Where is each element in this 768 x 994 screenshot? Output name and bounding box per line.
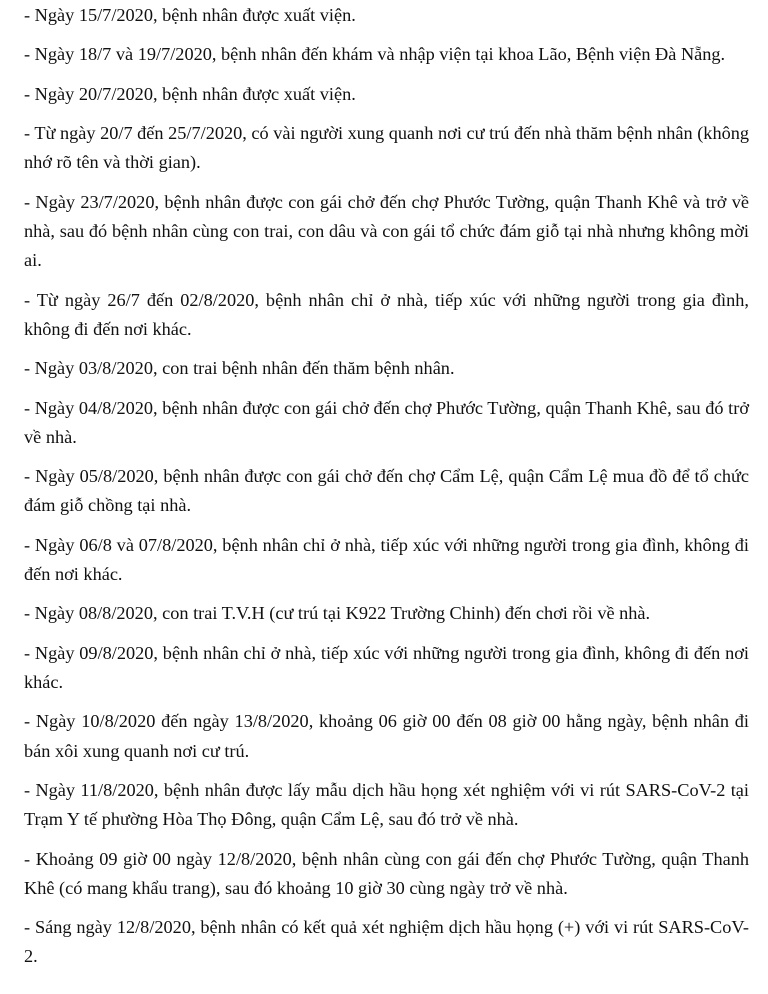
timeline-entry: - Từ ngày 26/7 đến 02/8/2020, bệnh nhân chỉ ở nhà, tiếp xúc với những người trong gia đình, không đi đến nơi khác. xyxy=(24,289,749,339)
timeline-entry: - Ngày 08/8/2020, con trai T.V.H (cư trú tại K922 Trường Chinh) đến chơi rồi về nhà. xyxy=(24,603,651,624)
timeline-entry: - Ngày 15/7/2020, bệnh nhân được xuất viện. xyxy=(24,5,356,25)
timeline-entry: - Sáng ngày 12/8/2020, bệnh nhân có kết quả xét nghiệm dịch hầu họng (+) với vi rút SARS-CoV-2. xyxy=(24,917,749,967)
timeline-entry: - Ngày 05/8/2020, bệnh nhân được con gái chở đến chợ Cẩm Lệ, quận Cẩm Lệ mua đồ để tổ chức đám giỗ chồng tại nhà. xyxy=(24,466,749,516)
timeline-entry: - Ngày 18/7 và 19/7/2020, bệnh nhân đến khám và nhập viện tại khoa Lão, Bệnh viện Đà Nẵng. xyxy=(24,44,726,65)
timeline-entry: - Ngày 09/8/2020, bệnh nhân chỉ ở nhà, tiếp xúc với những người trong gia đình, không đi đến nơi khác. xyxy=(24,642,749,692)
timeline-entry: - Ngày 23/7/2020, bệnh nhân được con gái chở đến chợ Phước Tường, quận Thanh Khê và trở về nhà, sau đó bệnh nhân cùng con trai, con dâu và con gái tổ chức đám giỗ tại nhà nhưng không mời ai. xyxy=(24,191,749,271)
timeline-entry: - Ngày 11/8/2020, bệnh nhân được lấy mẫu dịch hầu họng xét nghiệm với vi rút SARS-CoV-2 tại Trạm Y tế phường Hòa Thọ Đông, quận Cẩm Lệ, sau đó trở về nhà. xyxy=(24,779,749,830)
timeline-entry: - Khoảng 09 giờ 00 ngày 12/8/2020, bệnh nhân cùng con gái đến chợ Phước Tường, quận Thanh Khê (có mang khẩu trang), sau đó khoảng 10 giờ 30 cùng ngày trở về nhà. xyxy=(24,848,749,898)
timeline-entry: - Ngày 03/8/2020, con trai bệnh nhân đến thăm bệnh nhân. xyxy=(24,358,455,379)
document-body xyxy=(24,1,749,982)
timeline-entry: - Ngày 20/7/2020, bệnh nhân được xuất viện. xyxy=(24,83,356,104)
timeline-entry: - Ngày 06/8 và 07/8/2020, bệnh nhân chỉ ở nhà, tiếp xúc với những người trong gia đình, không đi đến nơi khác. xyxy=(24,534,749,584)
timeline-entry: - Ngày 10/8/2020 đến ngày 13/8/2020, khoảng 06 giờ 00 đến 08 giờ 00 hằng ngày, bệnh nhân đi bán xôi xung quanh nơi cư trú. xyxy=(24,711,749,761)
timeline-entry: - Từ ngày 20/7 đến 25/7/2020, có vài người xung quanh nơi cư trú đến nhà thăm bệnh nhân (không nhớ rõ tên và thời gian). xyxy=(24,123,750,173)
timeline-entry: - Ngày 04/8/2020, bệnh nhân được con gái chở đến chợ Phước Tường, quận Thanh Khê, sau đó trở về nhà. xyxy=(24,397,749,447)
